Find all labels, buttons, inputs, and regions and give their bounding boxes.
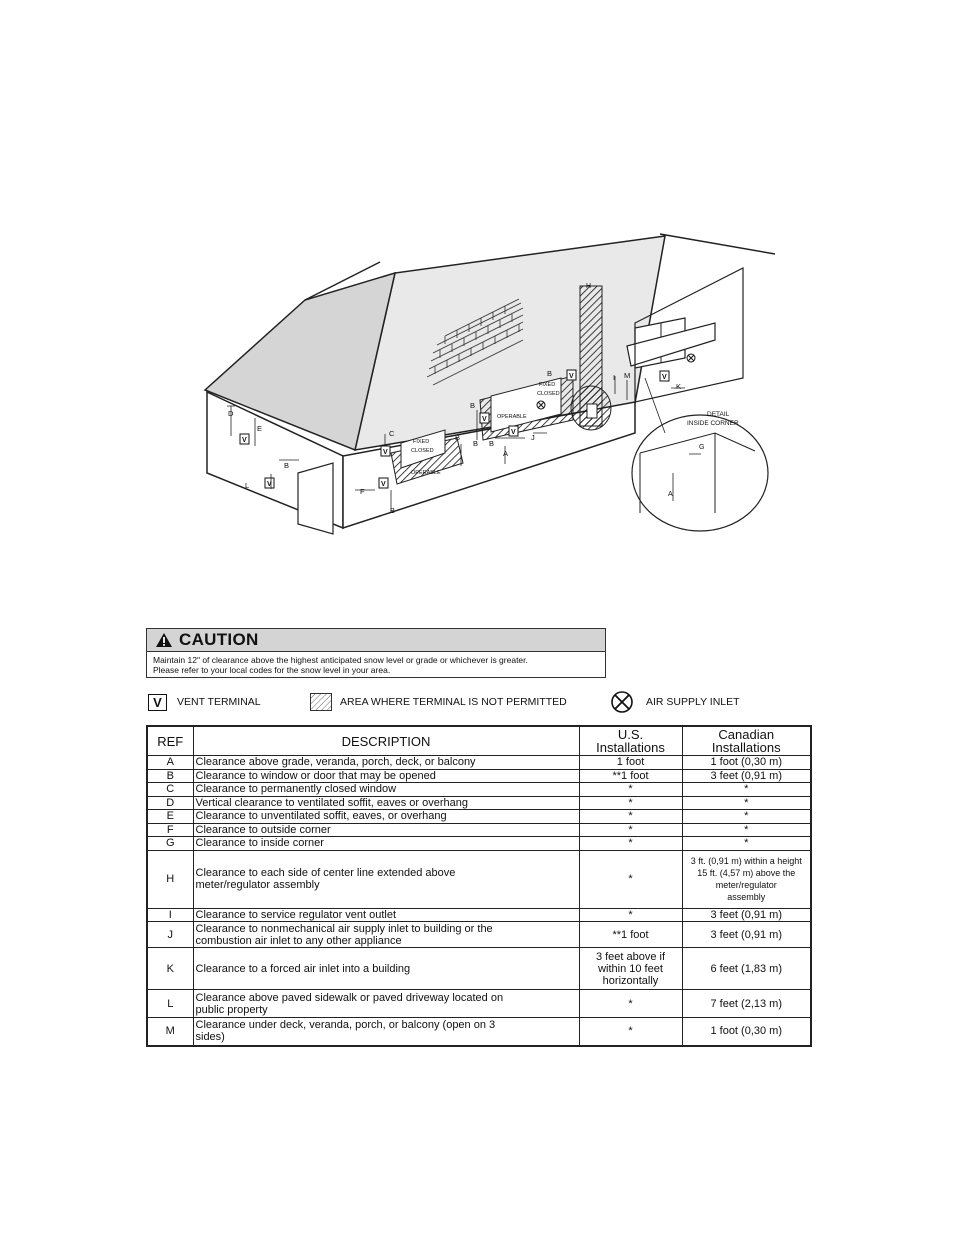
cell-us-line: *: [628, 783, 633, 796]
cell-us-line: *: [628, 796, 633, 809]
cell-us: [579, 796, 682, 810]
cell-canadian: [682, 823, 811, 837]
cell-ref-line: E: [166, 810, 174, 823]
cell-description: [193, 837, 579, 851]
cell-description-line: combustion air inlet to any other appliance: [195, 934, 402, 947]
cell-canadian-line: *: [744, 837, 749, 850]
cell-canadian-line: 3 feet (0,91 m): [710, 928, 783, 941]
cell-us-line: *: [628, 810, 633, 823]
table-row: [147, 922, 811, 948]
cell-description-line: public property: [195, 1003, 268, 1016]
cell-us: [579, 823, 682, 837]
cell-canadian-line: 3 feet (0,91 m): [710, 908, 783, 921]
cell-ref: [147, 990, 193, 1018]
cell-description-line: Clearance under deck, veranda, porch, or balcony (open on 3: [195, 1019, 496, 1032]
cell-canadian: [682, 756, 811, 770]
cell-canadian-line: 3 ft. (0,91 m) within a height: [690, 856, 802, 866]
cell-canadian-line: 1 foot (0,30 m): [710, 756, 783, 769]
label-b-mid-1: B: [470, 401, 476, 410]
table-row: [147, 948, 811, 990]
hatched-area-icon: [310, 693, 332, 711]
caution-line-1: Maintain 12" of clearance above the highest anticipated snow level or grade or whichever is greater.: [153, 655, 528, 665]
vent-terminal-icon: V: [148, 694, 167, 711]
label-m: M: [624, 371, 631, 380]
label-closed-middle: CLOSED: [537, 391, 560, 397]
cell-ref: [147, 922, 193, 948]
cell-description-line: Clearance to inside corner: [195, 837, 324, 850]
legend-vent-terminal: [148, 691, 261, 713]
cell-description: [193, 783, 579, 797]
cell-description: [193, 922, 579, 948]
cell-canadian: [682, 783, 811, 797]
table-row: [147, 810, 811, 824]
cell-description-line: Vertical clearance to ventilated soffit, eaves or overhang: [195, 796, 469, 809]
label-a-detail: A: [668, 491, 673, 498]
cell-us: [579, 990, 682, 1018]
cell-description-line: Clearance to a forced air inlet into a building: [195, 962, 411, 975]
house-door: [298, 463, 333, 534]
table-row: [147, 756, 811, 770]
cell-us: [579, 769, 682, 783]
cell-us-line: *: [628, 837, 633, 850]
legend-not-permitted: [310, 691, 567, 713]
cell-ref-line: G: [165, 837, 175, 850]
cell-ref: [147, 823, 193, 837]
table-row: [147, 796, 811, 810]
cell-description-line: Clearance to each side of center line extended above: [195, 867, 456, 879]
header-ref: REF: [147, 726, 193, 756]
table-row: [147, 1018, 811, 1046]
cell-ref-line: B: [166, 769, 174, 782]
cell-ref: [147, 908, 193, 922]
header-description: DESCRIPTION: [193, 726, 579, 756]
cell-description-line: Clearance to permanently closed window: [195, 783, 397, 796]
label-fixed-middle: FIXED: [539, 382, 556, 388]
cell-us: [579, 850, 682, 908]
header-us-line1: U.S.: [617, 727, 644, 742]
cell-us-line: within 10 feet: [598, 962, 663, 975]
cell-canadian: [682, 837, 811, 851]
cell-us-line: 1 foot: [616, 756, 645, 769]
cell-canadian-line: assembly: [727, 892, 766, 902]
cell-canadian-line: 15 ft. (4,57 m) above the: [697, 868, 796, 878]
cell-description: [193, 756, 579, 770]
cell-description-line: Clearance above paved sidewalk or paved driveway located on: [195, 991, 504, 1004]
cell-ref: [147, 796, 193, 810]
cell-ref-line: H: [166, 873, 175, 885]
air-supply-inlet-icon: [610, 691, 634, 713]
cell-ref: [147, 783, 193, 797]
label-b-mid-3: B: [489, 439, 495, 448]
cell-description-line: Clearance to nonmechanical air supply inlet to building or the: [195, 922, 493, 935]
cell-canadian-line: *: [744, 796, 749, 809]
label-b-left-window: B: [455, 433, 461, 442]
table-row: [147, 990, 811, 1018]
label-a: A: [503, 449, 509, 458]
cell-description-line: Clearance to service regulator vent outlet: [195, 908, 397, 921]
header-us-line2: Installations: [596, 740, 665, 755]
vent-terminal-v-7: V: [569, 373, 574, 380]
cell-canadian-line: 6 feet (1,83 m): [710, 962, 783, 975]
cell-ref-line: M: [165, 1025, 175, 1038]
caution-box: [146, 628, 606, 678]
label-b-mid-2: B: [473, 439, 479, 448]
cell-description: [193, 948, 579, 990]
cell-description: [193, 1018, 579, 1046]
label-d: D: [228, 409, 234, 418]
table-row: [147, 823, 811, 837]
cell-canadian: [682, 908, 811, 922]
cell-us-line: horizontally: [602, 974, 659, 987]
cell-canadian-line: 1 foot (0,30 m): [710, 1025, 783, 1038]
cell-ref-line: D: [166, 796, 175, 809]
cell-description-line: meter/regulator assembly: [195, 879, 320, 891]
cell-description-line: Clearance to window or door that may be opened: [195, 769, 436, 782]
cell-us: [579, 908, 682, 922]
header-ca-line2: Installations: [711, 740, 781, 755]
label-operable-middle: OPERABLE: [497, 414, 527, 420]
cell-description-line: Clearance to outside corner: [195, 823, 331, 836]
cell-ref-line: C: [166, 783, 175, 796]
cell-us-line: *: [628, 823, 633, 836]
label-l: L: [245, 481, 250, 490]
table-row: [147, 837, 811, 851]
cell-us: [579, 837, 682, 851]
table-header-row: [147, 726, 811, 756]
vent-terminal-v-4: V: [381, 481, 386, 488]
legend: [146, 691, 786, 713]
cell-canadian-line: 3 feet (0,91 m): [710, 769, 783, 782]
clearance-table: [146, 725, 812, 1047]
cell-us: [579, 922, 682, 948]
label-j: J: [531, 433, 535, 442]
caution-line-2: Please refer to your local codes for the snow level in your area.: [153, 665, 391, 675]
cell-canadian: [682, 1018, 811, 1046]
legend-vent-label: VENT TERMINAL: [177, 696, 261, 708]
cell-canadian: [682, 810, 811, 824]
cell-us: [579, 783, 682, 797]
cell-description: [193, 769, 579, 783]
cell-ref: [147, 1018, 193, 1046]
cell-canadian: [682, 990, 811, 1018]
cell-us-line: *: [628, 873, 633, 885]
vent-terminal-v-3: V: [383, 449, 388, 456]
detail-inside-corner: [632, 378, 768, 531]
label-c: C: [389, 429, 395, 438]
cell-ref-line: K: [166, 962, 174, 975]
label-i: I: [613, 373, 616, 382]
cell-canadian: [682, 948, 811, 990]
cell-description-line: sides): [195, 1031, 225, 1044]
label-b-door: B: [284, 461, 290, 470]
label-h: H: [586, 283, 592, 290]
cell-canadian: [682, 796, 811, 810]
cell-us: [579, 756, 682, 770]
cell-ref-line: I: [168, 908, 172, 921]
label-fixed-left: FIXED: [413, 439, 430, 445]
cell-ref: [147, 756, 193, 770]
cell-us-line: *: [628, 908, 633, 921]
cell-ref: [147, 810, 193, 824]
cell-us: [579, 948, 682, 990]
cell-us: [579, 810, 682, 824]
cell-description-line: Clearance above grade, veranda, porch, deck, or balcony: [195, 756, 476, 769]
cell-description: [193, 810, 579, 824]
cell-canadian: [682, 769, 811, 783]
label-k: K: [676, 382, 682, 391]
cell-us-line: *: [628, 1025, 633, 1038]
cell-canadian-line: *: [744, 810, 749, 823]
cell-ref: [147, 948, 193, 990]
detail-title-line2: INSIDE CORNER: [687, 420, 739, 427]
cell-ref-line: A: [166, 756, 174, 769]
cell-description: [193, 796, 579, 810]
label-b-left: B: [390, 506, 396, 515]
cell-description-line: Clearance to unventilated soffit, eaves, or overhang: [195, 810, 447, 823]
cell-canadian-line: *: [744, 783, 749, 796]
cell-description: [193, 850, 579, 908]
detail-title-line1: DETAIL: [707, 411, 730, 418]
cell-ref: [147, 837, 193, 851]
legend-area-label: AREA WHERE TERMINAL IS NOT PERMITTED: [340, 696, 567, 708]
legend-air-supply: [610, 691, 740, 713]
table-row: [147, 783, 811, 797]
label-e: E: [257, 424, 263, 433]
cell-us-line: **1 foot: [612, 928, 649, 941]
vent-terminal-v-6: V: [511, 429, 516, 436]
label-operable-left: OPERABLE: [411, 470, 441, 476]
cell-canadian: [682, 850, 811, 908]
caution-title: CAUTION: [179, 630, 259, 649]
label-b-mid-4: B: [547, 369, 553, 378]
cell-us: [579, 1018, 682, 1046]
cell-ref-line: L: [167, 997, 174, 1010]
cell-us-line: *: [628, 997, 633, 1010]
legend-air-label: AIR SUPPLY INLET: [646, 696, 740, 708]
cell-description: [193, 990, 579, 1018]
cell-ref: [147, 850, 193, 908]
cell-canadian: [682, 922, 811, 948]
vent-terminal-v-8: V: [662, 374, 667, 381]
caution-header: [147, 629, 605, 652]
vent-terminal-v-5: V: [482, 416, 487, 423]
label-f: F: [360, 487, 365, 496]
cell-description: [193, 908, 579, 922]
cell-ref-line: J: [167, 928, 173, 941]
label-g: G: [699, 444, 705, 451]
cell-canadian-line: *: [744, 823, 749, 836]
table-row: [147, 908, 811, 922]
label-closed-left: CLOSED: [411, 448, 434, 454]
cell-ref-line: F: [166, 823, 174, 836]
header-us: [579, 726, 682, 756]
table-row: [147, 769, 811, 783]
warning-triangle-icon: [155, 632, 173, 648]
cell-canadian-line: meter/regulator: [715, 880, 777, 890]
caution-body: [147, 652, 605, 678]
cell-us-line: **1 foot: [612, 769, 649, 782]
vent-terminal-v-1: V: [242, 437, 247, 444]
house-clearance-illustration: [195, 228, 775, 538]
cell-description: [193, 823, 579, 837]
header-canadian: [682, 726, 811, 756]
cell-us-line: 3 feet above if: [595, 950, 666, 963]
cell-canadian-line: 7 feet (2,13 m): [710, 997, 783, 1010]
cell-ref: [147, 769, 193, 783]
vent-terminal-v-2: V: [267, 481, 272, 488]
header-ca-line1: Canadian: [718, 727, 775, 742]
table-row: [147, 850, 811, 908]
